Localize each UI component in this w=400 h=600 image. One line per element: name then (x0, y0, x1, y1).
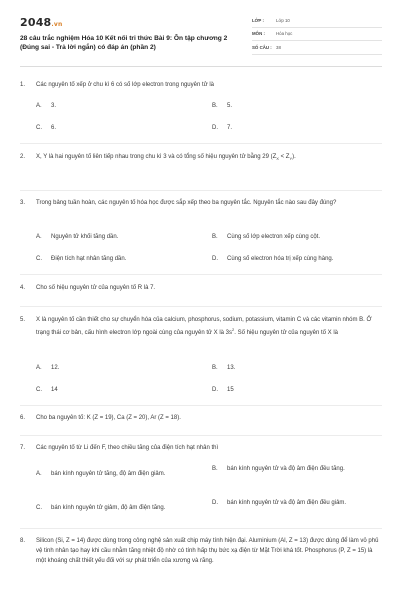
question-2 (20, 152, 382, 164)
superscript: 2 (232, 327, 235, 333)
option-label: D. (212, 387, 218, 393)
option-text: Cùng số lớp electron xếp cùng cột. (227, 234, 320, 240)
question-7 (20, 443, 382, 453)
option-text: 7. (227, 125, 233, 131)
question-8 (20, 536, 382, 567)
document-title: 28 câu trắc nghiệm Hóa 10 Kết nối tri thức Bài 9: Ôn tập chương 2 (Đúng sai - Trả lời ngắn) có đáp án (phần 2) (20, 35, 228, 51)
text-part: X là nguyên tố cần thiết cho sự chuyển hóa của calcium, phosphorus, sodium, potassium, vitamin C và các vitamin nhóm B. Ở trạng thái cơ bản, cấu hình electron lớp ngoài cùng của nguyên tử X là 3s (36, 317, 372, 337)
option-text: bán kính nguyên tử và độ âm điện đều tăng. (227, 466, 345, 472)
option-text: 3. (51, 103, 57, 109)
option-label: C. (36, 505, 42, 511)
option-label: D. (212, 125, 218, 131)
option-text: 14 (51, 387, 58, 393)
option-label: B. (212, 466, 218, 472)
option-label: D. (212, 500, 218, 506)
option-text: 6. (51, 125, 57, 131)
question-text: Cho số hiệu nguyên tử của nguyên tố R là 7. (36, 285, 156, 291)
question-divider (20, 435, 382, 436)
meta-key: LỚP : (252, 17, 264, 23)
question-divider (20, 528, 382, 529)
option-a[interactable] (36, 102, 56, 111)
header-divider (20, 66, 382, 67)
meta-row-class (252, 14, 382, 28)
meta-value: Lớp 10 (276, 17, 290, 23)
option-b[interactable] (212, 233, 320, 242)
meta-table (252, 14, 382, 55)
page-header (20, 14, 382, 62)
question-divider (20, 405, 382, 406)
option-label: D. (212, 256, 218, 262)
question-text: Silicon (Si, Z = 14) được dùng trong công nghệ sản xuất chip máy tính hiện đại. Aluminium (Al, Z = 13) được dùng để làm vỏ phủ vệ tinh nhân tạo hay khi cầu nhằm tăng nhiệt độ nhờ có tính hấp thụ bức xạ điện từ Mặt Trời khá tốt. Phosphorus (P, Z = 15) là một khoáng chất thiết yếu đối với sự phát triển của xương và răng. (36, 538, 379, 565)
option-label: A. (36, 471, 42, 477)
option-text: Điện tích hạt nhân tăng dần. (51, 256, 127, 262)
site-logo[interactable] (20, 16, 62, 29)
option-text: 15 (227, 387, 234, 393)
question-text: Các nguyên tố từ Li đến F, theo chiều tăng của điện tích hạt nhân thì (36, 445, 219, 451)
option-text: bán kính nguyên tử tăng, độ âm điện giảm. (51, 471, 166, 477)
option-a[interactable] (36, 470, 206, 479)
option-d[interactable] (212, 499, 372, 508)
meta-row-subject (252, 28, 382, 42)
question-4 (20, 283, 382, 293)
question-text: Các nguyên tố xếp ở chu kì 6 có số lớp electron trong nguyên tử là (36, 82, 214, 88)
option-d[interactable] (212, 386, 234, 395)
logo-suffix: .vn (51, 21, 63, 28)
question-text: Trong bảng tuần hoàn, các nguyên tố hóa học được sắp xếp theo ba nguyên tắc. Nguyên tắc nào sau đây đúng? (36, 200, 337, 206)
question-number: 8. (20, 538, 26, 544)
text-part: X, Y là hai nguyên tố liên tiếp nhau trong chu kì 3 và có tổng số hiệu nguyên tử bằng 29 (Z (36, 154, 277, 160)
option-b[interactable] (212, 364, 235, 373)
question-text (36, 315, 382, 338)
option-text: 13. (227, 365, 236, 371)
meta-row-count (252, 41, 382, 55)
question-number: 5. (20, 317, 26, 323)
question-text: Cho ba nguyên tố: K (Z = 19), Ca (Z = 20), Ar (Z = 18). (36, 415, 181, 421)
question-divider (20, 274, 382, 275)
text-part: < Z (278, 154, 290, 160)
option-b[interactable] (212, 102, 232, 111)
option-c[interactable] (36, 386, 58, 395)
option-label: C. (36, 256, 42, 262)
logo-text: 2048 (20, 16, 52, 29)
option-d[interactable] (212, 255, 333, 264)
question-5 (20, 315, 382, 338)
option-c[interactable] (36, 124, 56, 133)
question-divider (20, 306, 382, 307)
question-number: 7. (20, 445, 26, 451)
option-label: A. (36, 103, 42, 109)
option-label: C. (36, 387, 42, 393)
question-number: 3. (20, 200, 26, 206)
option-label: A. (36, 234, 42, 240)
text-part: ). (292, 154, 296, 160)
text-part: . Số hiệu nguyên tử của nguyên tố X là (234, 330, 339, 337)
subscript: X (276, 156, 279, 162)
option-c[interactable] (36, 504, 206, 513)
option-text: 5. (227, 103, 233, 109)
question-number: 1. (20, 82, 26, 88)
meta-value: Hóa học (276, 31, 293, 37)
question-number: 2. (20, 154, 26, 160)
meta-value: 38 (276, 44, 281, 50)
option-label: B. (212, 103, 218, 109)
option-text: Nguyên tử khối tăng dần. (51, 234, 119, 240)
subscript: Y (289, 156, 293, 162)
option-text: bán kính nguyên tử và độ âm điện đều giảm. (227, 500, 347, 506)
option-label: B. (212, 234, 218, 240)
meta-key: SỐ CÂU : (252, 44, 272, 50)
option-label: B. (212, 365, 218, 371)
question-divider (20, 190, 382, 191)
question-number: 6. (20, 415, 26, 421)
meta-key: MÔN : (252, 31, 265, 37)
option-text: 12. (51, 365, 60, 371)
option-a[interactable] (36, 364, 59, 373)
option-b[interactable] (212, 465, 372, 474)
option-text: Cùng số electron hóa trị xếp cùng hàng. (227, 256, 334, 262)
question-6 (20, 413, 382, 423)
option-label: A. (36, 365, 42, 371)
option-c[interactable] (36, 255, 126, 264)
question-divider (20, 143, 382, 144)
option-a[interactable] (36, 233, 118, 242)
question-text (36, 152, 382, 164)
question-number: 4. (20, 285, 26, 291)
option-d[interactable] (212, 124, 232, 133)
question-3 (20, 198, 382, 208)
question-1 (20, 80, 382, 90)
option-label: C. (36, 125, 42, 131)
option-text: bán kính nguyên tử giảm, độ âm điện tăng. (51, 505, 166, 511)
